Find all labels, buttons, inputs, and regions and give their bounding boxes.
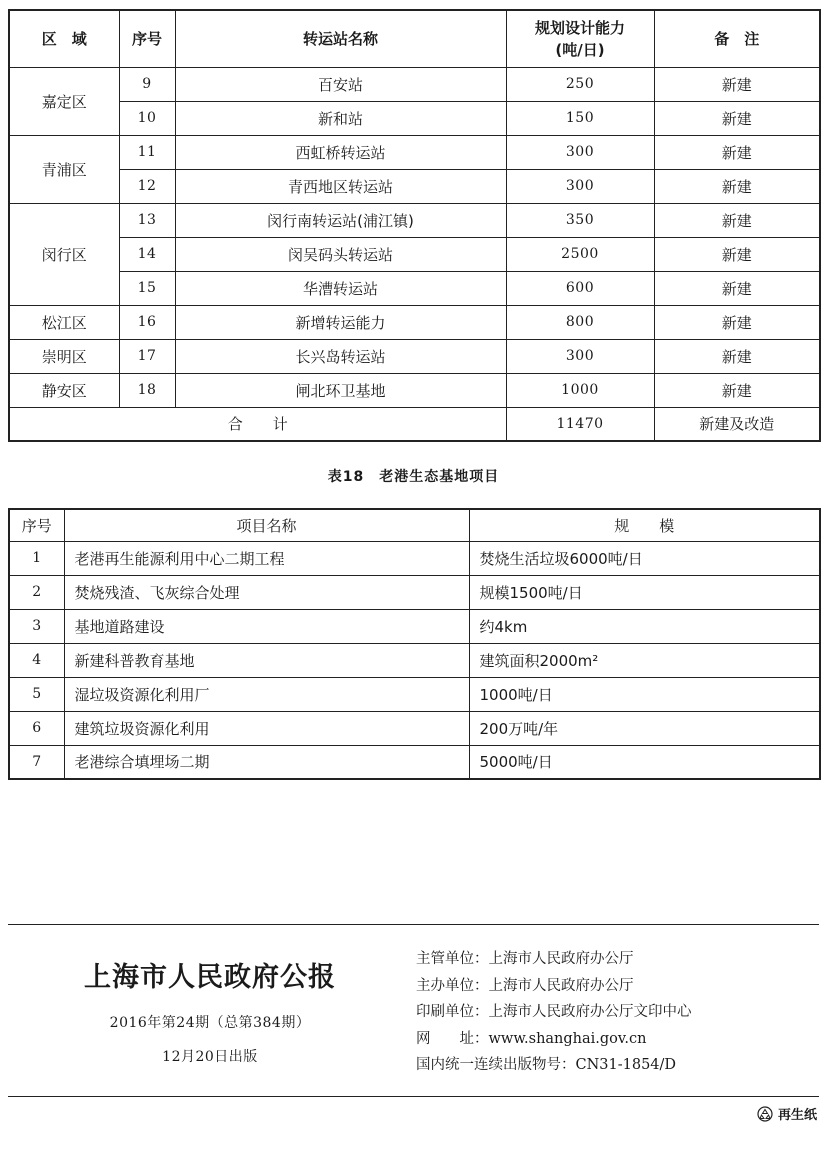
index-header: 序号: [119, 10, 175, 67]
capacity-header-line1: 规划设计能力: [534, 18, 625, 37]
recycled-paper-mark: [757, 1104, 817, 1123]
capacity-header: [506, 10, 654, 67]
index-header: 序号: [9, 509, 64, 541]
table-row: [9, 711, 820, 745]
table-row: [9, 575, 820, 609]
project-name-cell: 老港再生能源利用中心二期工程: [64, 541, 469, 575]
table-row: [9, 541, 820, 575]
station-cell: 西虹桥转运站: [175, 135, 506, 169]
district-cell: 崇明区: [9, 339, 119, 373]
district-cell: 青浦区: [9, 135, 119, 203]
station-cell: 闸北环卫基地: [175, 373, 506, 407]
capacity-cell: 300: [506, 169, 654, 203]
capacity-cell: 300: [506, 339, 654, 373]
station-cell: 新增转运能力: [175, 305, 506, 339]
district-cell: 松江区: [9, 305, 119, 339]
scale-cell: 5000吨/日: [469, 745, 820, 779]
table-row: [9, 745, 820, 779]
recycle-icon: [757, 1106, 773, 1122]
note-cell: 新建: [654, 135, 820, 169]
project-name-cell: 湿垃圾资源化利用厂: [64, 677, 469, 711]
table-row: [9, 135, 820, 169]
capacity-cell: 2500: [506, 237, 654, 271]
station-cell: 青西地区转运站: [175, 169, 506, 203]
project-name-header: 项目名称: [64, 509, 469, 541]
note-cell: 新建: [654, 203, 820, 237]
printer-info: 印刷单位：上海市人民政府办公厅文印中心: [416, 1004, 692, 1020]
laogang-project-table: [8, 508, 821, 780]
station-cell: 闵行南转运站(浦江镇): [175, 203, 506, 237]
station-cell: 长兴岛转运站: [175, 339, 506, 373]
index-cell: 16: [119, 305, 175, 339]
scale-cell: 建筑面积2000m²: [469, 643, 820, 677]
scale-cell: 规模1500吨/日: [469, 575, 820, 609]
index-cell: 3: [9, 609, 64, 643]
note-cell: 新建: [654, 373, 820, 407]
capacity-cell: 800: [506, 305, 654, 339]
table-row: [9, 169, 820, 203]
total-capacity: 11470: [506, 407, 654, 441]
district-cell: 嘉定区: [9, 67, 119, 135]
table-row: [9, 203, 820, 237]
index-cell: 9: [119, 67, 175, 101]
table-row: [9, 339, 820, 373]
serial-number-info: 国内统一连续出版物号：CN31-1854/D: [416, 1057, 677, 1073]
scale-cell: 1000吨/日: [469, 677, 820, 711]
table-row: [9, 373, 820, 407]
capacity-header-line2: (吨/日): [555, 40, 605, 59]
station-cell: 闵吴码头转运站: [175, 237, 506, 271]
table-row: [9, 305, 820, 339]
district-cell: 静安区: [9, 373, 119, 407]
supervisor-info: 主管单位：上海市人民政府办公厅: [416, 951, 634, 967]
index-cell: 5: [9, 677, 64, 711]
index-cell: 11: [119, 135, 175, 169]
footer-bottom-divider: [8, 1096, 819, 1097]
index-cell: 1: [9, 541, 64, 575]
station-cell: 华漕转运站: [175, 271, 506, 305]
index-cell: 6: [9, 711, 64, 745]
note-cell: 新建: [654, 237, 820, 271]
capacity-cell: 600: [506, 271, 654, 305]
capacity-cell: 250: [506, 67, 654, 101]
recycled-paper-label: 再生纸: [777, 1108, 817, 1123]
table-header-row: [9, 509, 820, 541]
table-row: [9, 67, 820, 101]
project-name-cell: 老港综合填埋场二期: [64, 745, 469, 779]
project-name-cell: 基地道路建设: [64, 609, 469, 643]
project-name-cell: 焚烧残渣、飞灰综合处理: [64, 575, 469, 609]
note-cell: 新建: [654, 101, 820, 135]
district-header: 区 域: [9, 10, 119, 67]
note-header: 备 注: [654, 10, 820, 67]
index-cell: 14: [119, 237, 175, 271]
index-cell: 2: [9, 575, 64, 609]
publication-info: [416, 946, 692, 1079]
table-caption: 表18 老港生态基地项目: [327, 469, 500, 485]
masthead: [50, 955, 370, 1066]
index-cell: 4: [9, 643, 64, 677]
note-cell: 新建: [654, 305, 820, 339]
total-label: 合 计: [9, 407, 506, 441]
project-name-cell: 新建科普教育基地: [64, 643, 469, 677]
capacity-cell: 1000: [506, 373, 654, 407]
table-row: [9, 643, 820, 677]
note-cell: 新建: [654, 339, 820, 373]
index-cell: 12: [119, 169, 175, 203]
website-info: 网 址：www.shanghai.gov.cn: [416, 1030, 647, 1047]
index-cell: 18: [119, 373, 175, 407]
scale-header: 规 模: [469, 509, 820, 541]
scale-cell: 200万吨/年: [469, 711, 820, 745]
district-cell: 闵行区: [9, 203, 119, 305]
note-cell: 新建: [654, 169, 820, 203]
publish-date: 12月20日出版: [162, 1049, 258, 1065]
index-cell: 7: [9, 745, 64, 779]
station-name-header: 转运站名称: [175, 10, 506, 67]
table-row: [9, 237, 820, 271]
capacity-cell: 350: [506, 203, 654, 237]
station-cell: 新和站: [175, 101, 506, 135]
capacity-cell: 150: [506, 101, 654, 135]
index-cell: 13: [119, 203, 175, 237]
sponsor-info: 主办单位：上海市人民政府办公厅: [416, 977, 634, 994]
scale-cell: 焚烧生活垃圾6000吨/日: [469, 541, 820, 575]
table-header-row: [9, 10, 820, 67]
table-row: [9, 677, 820, 711]
total-note: 新建及改造: [654, 407, 820, 441]
table-row: [9, 609, 820, 643]
capacity-cell: 300: [506, 135, 654, 169]
table-row: [9, 101, 820, 135]
station-cell: 百安站: [175, 67, 506, 101]
index-cell: 15: [119, 271, 175, 305]
issue-number: 2016年第24期（总第384期）: [109, 1015, 311, 1031]
scale-cell: 约4km: [469, 609, 820, 643]
index-cell: 10: [119, 101, 175, 135]
index-cell: 17: [119, 339, 175, 373]
table-row: [9, 271, 820, 305]
note-cell: 新建: [654, 271, 820, 305]
transfer-station-table: [8, 9, 821, 442]
note-cell: 新建: [654, 67, 820, 101]
total-row: [9, 407, 820, 441]
footer-top-divider: [8, 924, 819, 925]
project-name-cell: 建筑垃圾资源化利用: [64, 711, 469, 745]
journal-title: 上海市人民政府公报: [84, 962, 336, 993]
